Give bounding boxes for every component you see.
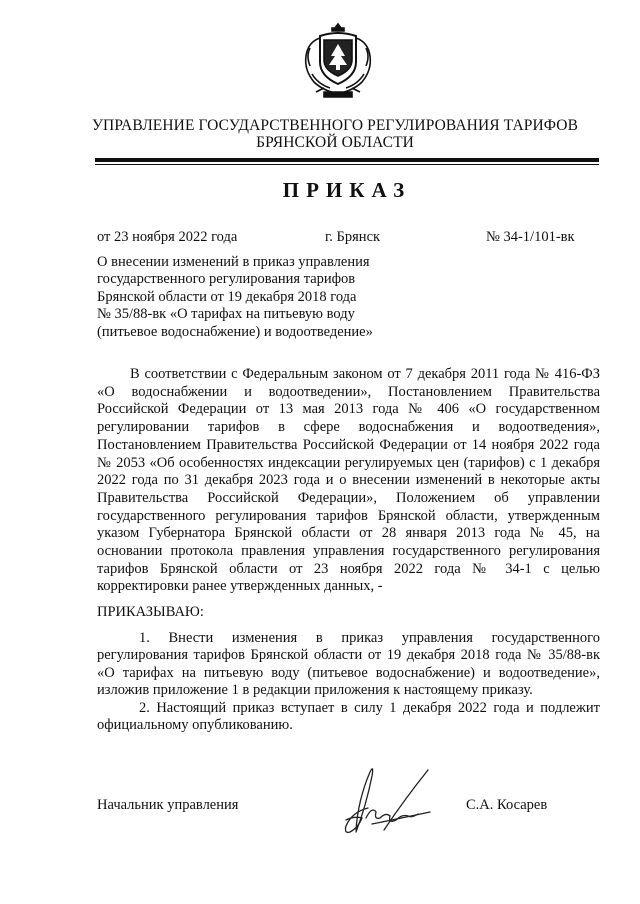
order-items [97, 630, 600, 734]
header-divider-thick [95, 158, 599, 162]
organization-name [80, 117, 590, 151]
subject-line: № 35/88-вк «О тарифах на питьевую воду [97, 306, 355, 323]
signatory-name: С.А. Косарев [466, 797, 548, 813]
subject-line: (питьевое водоснабжение) и водоотведение» [97, 323, 373, 340]
coat-of-arms-icon [296, 18, 380, 102]
order-date: от 23 ноября 2022 года [97, 229, 238, 245]
subject-line: О внесении изменений в приказ управления [97, 254, 370, 270]
org-line-1: УПРАВЛЕНИЕ ГОСУДАРСТВЕННОГО РЕГУЛИРОВАНИЯ ТАРИФОВ [91, 117, 579, 134]
order-city: г. Брянск [325, 229, 381, 245]
subject-line: Брянской области от 19 декабря 2018 года [97, 288, 357, 305]
order-number: № 34-1/101-вк [486, 229, 575, 245]
header-divider-thin [95, 164, 599, 165]
order-directive: ПРИКАЗЫВАЮ: [97, 604, 204, 620]
subject-line: государственного регулирования тарифов [97, 271, 356, 288]
order-item: 1. Внести изменения в приказ управления государственного регулирования тарифов Брянской области от 19 декабря 2018 года № 35/88-вк «О тарифах на питьевую воду (питьевое водоснабжение) и водоотведение», изложив приложение 1 в редакции приложения к настоящему приказу. [97, 630, 600, 699]
handwritten-signature [326, 760, 456, 850]
signatory-position: Начальник управления [97, 797, 239, 813]
org-line-2: БРЯНСКОЙ ОБЛАСТИ [256, 134, 414, 151]
document-title: ПРИКАЗ [282, 178, 412, 202]
order-item: 2. Настоящий приказ вступает в силу 1 декабря 2022 года и подлежит официальному опубликованию. [97, 699, 600, 734]
order-subject [97, 254, 417, 341]
preamble-paragraph: В соответствии с Федеральным законом от 7 декабря 2011 года № 416-ФЗ «О водоснабжении и водоотведении», Постановлением Правительства Российской Федерации от 13 мая 2013 года № 406 «О государственном регулировании тарифов в сфере водоснабжения и водоотведения», Постановлением Правительства Российской Федерации от 14 ноября 2022 года № 2053 «Об особенностях индексации регулируемых цен (тарифов) с 1 декабря 2022 года по 31 декабря 2023 года и о внесении изменений в некоторые акты Правительства Российской Федерации», Положением об управлении государственного регулирования тарифов Брянской области, утвержденным указом Губернатора Брянской области от 28 января 2013 года № 45, на основании протокола правления управления государственного регулирования тарифов Брянской области от 23 ноября 2022 года № 34-1 с целью корректировки ранее утвержденных данных, - [97, 366, 600, 595]
